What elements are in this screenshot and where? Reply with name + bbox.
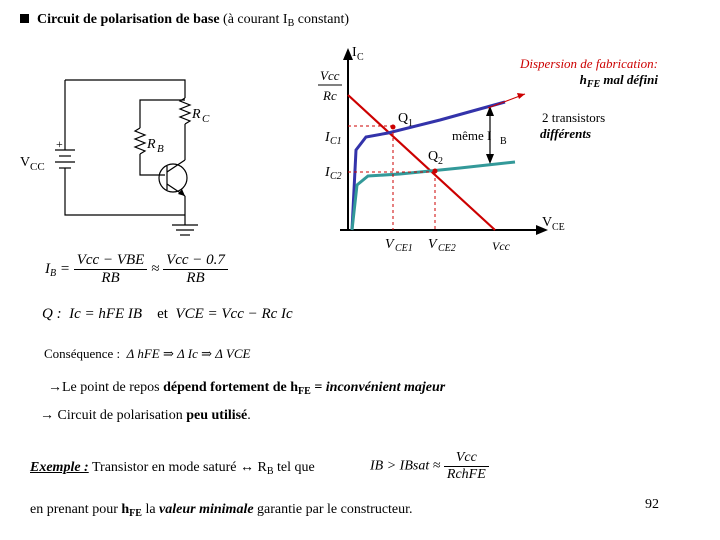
transistors-note-line2: différents — [540, 126, 592, 141]
dispersion-note: Dispersion de fabrication: $h_{FE}$ mal défini — [520, 56, 658, 90]
vcc-axis-label: Vcc — [492, 239, 510, 253]
page-number: 92 — [645, 497, 659, 512]
load-line — [348, 95, 495, 230]
svg-text:CE2: CE2 — [438, 243, 456, 254]
arrow-right-icon: → — [40, 408, 54, 423]
circuit-diagram — [20, 70, 220, 250]
q1-point — [391, 125, 396, 130]
ic2-label: I — [325, 165, 330, 180]
vcc-label: V — [20, 155, 31, 170]
footer-line: en prenant pour $h_{FE}$ la valeur minimale garantie par le constructeur. — [30, 502, 413, 519]
consequence-line: Conséquence : Δ hFE ⇒ Δ Ic ⇒ Δ VCE — [44, 346, 251, 361]
arrow-right-icon: → — [48, 380, 62, 395]
page-title: Circuit de polarisation de base (à courant $I_B$ constant) — [20, 12, 349, 29]
svg-text:B: B — [157, 143, 164, 155]
svg-text:+: + — [56, 137, 63, 151]
x-axis-label: V — [542, 215, 553, 230]
rc-label: R — [192, 107, 201, 122]
svg-text:C2: C2 — [330, 171, 342, 182]
bullet-icon — [20, 14, 29, 23]
svg-text:B: B — [500, 136, 507, 147]
ib-formula: $I_B$ = $\frac{\text{Vcc − VBE}}{RB}$ ≈ $\frac{\text{Vcc − 0.7}}{RB}$ — [45, 252, 228, 287]
svg-text:C: C — [357, 52, 364, 63]
q-formula: Q : Ic = hFE IB et VCE = Vcc − Rc Ic — [42, 306, 293, 322]
meme-ib-label: même I — [452, 128, 492, 143]
svg-text:C1: C1 — [330, 136, 342, 147]
vce1-label: V — [385, 237, 394, 252]
intercept-denominator: Rc — [323, 88, 337, 103]
ic1-label: I — [325, 130, 330, 145]
svg-text:CE: CE — [552, 222, 565, 233]
svg-text:C: C — [202, 113, 210, 125]
transistors-note-line1: 2 transistors — [542, 110, 606, 125]
arrow-down-icon — [486, 154, 494, 164]
usage-line: → Circuit de polarisation peu utilisé. — [40, 408, 251, 423]
svg-text:2: 2 — [438, 156, 443, 167]
saturation-formula: IB > IBsat ≈ $\frac{\text{Vcc}}{\text{RchFE}}$ — [370, 450, 489, 483]
y-axis-label: I — [352, 45, 357, 60]
q1-label: Q — [398, 111, 409, 126]
svg-text:CE1: CE1 — [395, 243, 413, 254]
vce2-label: V — [428, 237, 437, 252]
q2-point — [433, 169, 438, 174]
q2-label: Q — [428, 149, 439, 164]
repos-line: →Le point de repos dépend fortement de $h_{FE}$ = inconvénient majeur — [48, 380, 446, 397]
example-line: Exemple : Transistor en mode saturé ↔ $R_B$ tel que — [30, 460, 315, 477]
svg-text:1: 1 — [408, 118, 413, 129]
rb-label: R — [147, 137, 156, 152]
intercept-numerator: Vcc — [320, 68, 340, 83]
svg-text:CC: CC — [30, 161, 45, 173]
